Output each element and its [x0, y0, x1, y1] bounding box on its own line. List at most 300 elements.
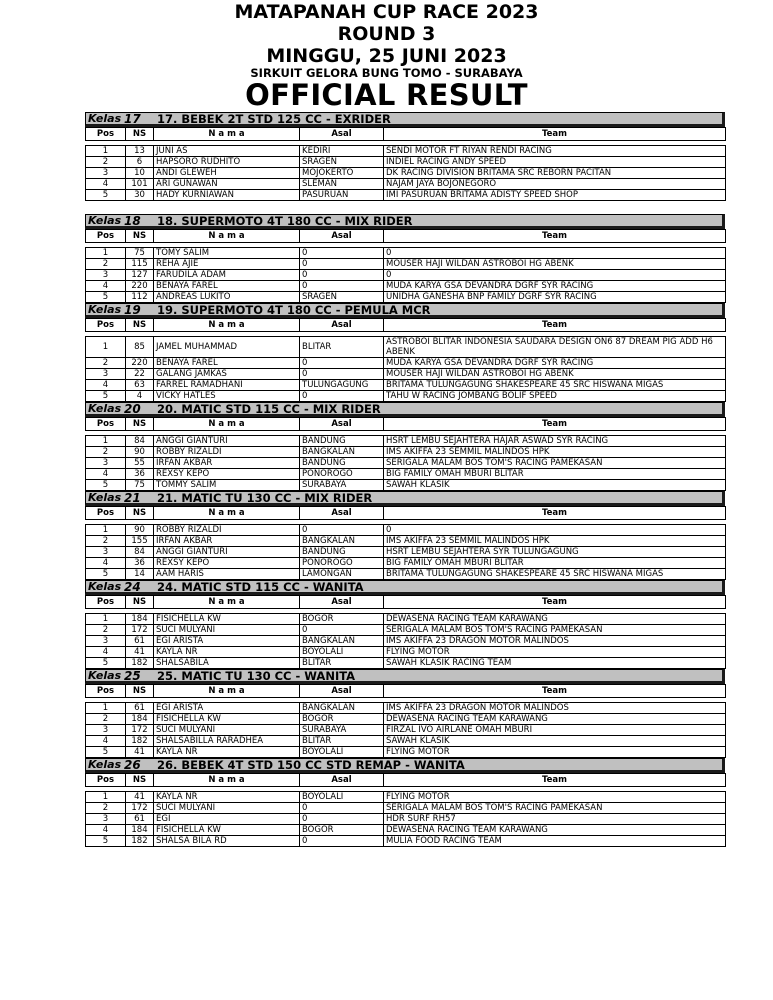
kelas-label: Kelas — [88, 758, 122, 771]
table-row — [86, 168, 726, 179]
team-cell: SERIGALA MALAM BOS TOM'S RACING PAMEKASAN — [384, 803, 726, 814]
name-cell: ANDREAS LUKITO — [154, 292, 300, 303]
ns-cell: 63 — [126, 380, 154, 391]
origin-cell: BANGKALAN — [300, 447, 384, 458]
class-number: 24 — [124, 580, 141, 594]
venue: SIRKUIT GELORA BUNG TOMO - SURABAYA — [250, 66, 523, 80]
ns-cell: 14 — [126, 569, 154, 580]
team-cell: IMI PASURUAN BRITAMA ADISTY SPEED SHOP — [384, 190, 726, 201]
class-number: 25 — [124, 669, 141, 683]
pos-cell: 2 — [86, 358, 126, 369]
team-cell: HSRT LEMBU SEJAHTERA SYR TULUNGAGUNG — [384, 547, 726, 558]
pos-cell: 2 — [86, 157, 126, 168]
pos-cell: 4 — [86, 380, 126, 391]
team-cell: IMS AKIFFA 23 DRAGON MOTOR MALINDOS — [384, 636, 726, 647]
team-cell: MUDA KARYA GSA DEVANDRA DGRF SYR RACING — [384, 358, 726, 369]
name-cell: HADY KURNIAWAN — [154, 190, 300, 201]
origin-cell: MOJOKERTO — [300, 168, 384, 179]
table-row — [86, 558, 726, 569]
pos-cell: 3 — [86, 369, 126, 380]
team-cell: DEWASENA RACING TEAM KARAWANG — [384, 714, 726, 725]
pos-cell: 1 — [86, 248, 126, 259]
team-cell: HSRT LEMBU SEJAHTERA HAJAR ASWAD SYR RACING — [384, 436, 726, 447]
origin-cell: 0 — [300, 281, 384, 292]
name-cell: ANGGI GIANTURI — [154, 436, 300, 447]
table-row — [86, 337, 726, 358]
table-row — [86, 658, 726, 669]
origin-cell: 0 — [300, 391, 384, 402]
name-cell: FISICHELLA KW — [154, 825, 300, 836]
ns-cell: 84 — [126, 436, 154, 447]
pos-cell: 5 — [86, 190, 126, 201]
ns-cell: 22 — [126, 369, 154, 380]
ns-cell: 90 — [126, 447, 154, 458]
pos-cell: 3 — [86, 270, 126, 281]
team-cell: SERIGALA MALAM BOS TOM'S RACING PAMEKASAN — [384, 625, 726, 636]
team-cell: BRITAMA TULUNGAGUNG SHAKESPEARE 45 SRC HISWANA MIGAS — [384, 569, 726, 580]
name-cell: SUCI MULYANI — [154, 803, 300, 814]
origin-cell: SRAGEN — [300, 292, 384, 303]
origin-cell: BANDUNG — [300, 547, 384, 558]
name-cell: FARUDILA ADAM — [154, 270, 300, 281]
name-cell: KAYLA NR — [154, 747, 300, 758]
column-header-nama: N a m a — [154, 418, 300, 431]
table-header-row — [86, 319, 726, 332]
pos-cell: 1 — [86, 146, 126, 157]
column-header-pos: Pos — [86, 319, 126, 332]
pos-cell: 3 — [86, 636, 126, 647]
name-cell: GALANG JAMKAS — [154, 369, 300, 380]
ns-cell: 36 — [126, 558, 154, 569]
team-cell: FLYING MOTOR — [384, 747, 726, 758]
table-row — [86, 380, 726, 391]
ns-cell: 41 — [126, 647, 154, 658]
pos-cell: 5 — [86, 391, 126, 402]
ns-cell: 184 — [126, 614, 154, 625]
column-header-team: Team — [384, 596, 726, 609]
name-cell: SHALSABILLA RARADHEA — [154, 736, 300, 747]
column-header-nama: N a m a — [154, 685, 300, 698]
table-row — [86, 803, 726, 814]
ns-cell: 184 — [126, 714, 154, 725]
table-row — [86, 525, 726, 536]
column-header-pos: Pos — [86, 418, 126, 431]
column-header-ns: NS — [126, 685, 154, 698]
name-cell: EGI ARISTA — [154, 703, 300, 714]
ns-cell: 182 — [126, 736, 154, 747]
name-cell: FISICHELLA KW — [154, 614, 300, 625]
class-header — [85, 580, 725, 595]
name-cell: FISICHELLA KW — [154, 714, 300, 725]
team-cell: FIRZAL IVO AIRLANE OMAH MBURI — [384, 725, 726, 736]
pos-cell: 5 — [86, 569, 126, 580]
team-cell: IMS AKIFFA 23 SEMMIL MALINDOS HPK — [384, 536, 726, 547]
table-row — [86, 480, 726, 491]
origin-cell: BANDUNG — [300, 458, 384, 469]
pos-cell: 2 — [86, 625, 126, 636]
team-cell: TAHU W RACING JOMBANG BOLIF SPEED — [384, 391, 726, 402]
column-header-ns: NS — [126, 230, 154, 243]
name-cell: REHA AJIE — [154, 259, 300, 270]
column-header-pos: Pos — [86, 596, 126, 609]
origin-cell: 0 — [300, 248, 384, 259]
pos-cell: 1 — [86, 436, 126, 447]
name-cell: BENAYA FAREL — [154, 358, 300, 369]
kelas-label: Kelas — [88, 491, 122, 504]
table-header-row — [86, 685, 726, 698]
origin-cell: PONOROGO — [300, 469, 384, 480]
table-row — [86, 569, 726, 580]
column-header-pos: Pos — [86, 230, 126, 243]
name-cell: ARI GUNAWAN — [154, 179, 300, 190]
class-section — [85, 214, 725, 303]
results-table — [85, 773, 726, 847]
origin-cell: BOGOR — [300, 714, 384, 725]
class-section — [85, 669, 725, 758]
origin-cell: 0 — [300, 803, 384, 814]
class-number: 18 — [124, 214, 141, 228]
ns-cell: 127 — [126, 270, 154, 281]
column-header-ns: NS — [126, 596, 154, 609]
pos-cell: 4 — [86, 558, 126, 569]
column-header-pos: Pos — [86, 685, 126, 698]
origin-cell: KEDIRI — [300, 146, 384, 157]
table-row — [86, 814, 726, 825]
origin-cell: BANGKALAN — [300, 636, 384, 647]
table-row — [86, 625, 726, 636]
origin-cell: PONOROGO — [300, 558, 384, 569]
table-row — [86, 792, 726, 803]
name-cell: AAM HARIS — [154, 569, 300, 580]
class-title: 17. BEBEK 2T STD 125 CC - EXRIDER — [157, 112, 391, 126]
class-header — [85, 402, 725, 417]
column-header-asal: Asal — [300, 685, 384, 698]
table-row — [86, 146, 726, 157]
team-cell: NAJAM JAYA BOJONEGORO — [384, 179, 726, 190]
ns-cell: 36 — [126, 469, 154, 480]
table-row — [86, 391, 726, 402]
table-row — [86, 547, 726, 558]
ns-cell: 61 — [126, 703, 154, 714]
column-header-nama: N a m a — [154, 319, 300, 332]
ns-cell: 55 — [126, 458, 154, 469]
ns-cell: 61 — [126, 814, 154, 825]
pos-cell: 2 — [86, 536, 126, 547]
name-cell: KAYLA NR — [154, 647, 300, 658]
class-section — [85, 580, 725, 669]
name-cell: BENAYA FAREL — [154, 281, 300, 292]
pos-cell: 5 — [86, 480, 126, 491]
table-row — [86, 725, 726, 736]
ns-cell: 182 — [126, 836, 154, 847]
column-header-asal: Asal — [300, 128, 384, 141]
origin-cell: 0 — [300, 369, 384, 380]
column-header-nama: N a m a — [154, 596, 300, 609]
origin-cell: BOYOLALI — [300, 647, 384, 658]
column-header-asal: Asal — [300, 230, 384, 243]
class-title: 24. MATIC STD 115 CC - WANITA — [157, 580, 364, 594]
ns-cell: 172 — [126, 803, 154, 814]
pos-cell: 4 — [86, 469, 126, 480]
team-cell: UNIDHA GANESHA BNP FAMILY DGRF SYR RACING — [384, 292, 726, 303]
class-section — [85, 112, 725, 201]
results-table — [85, 229, 726, 303]
column-header-ns: NS — [126, 507, 154, 520]
team-cell: BIG FAMILY OMAH MBURI BLITAR — [384, 558, 726, 569]
class-header — [85, 214, 725, 229]
origin-cell: BLITAR — [300, 337, 384, 358]
column-header-ns: NS — [126, 418, 154, 431]
team-cell: SENDI MOTOR FT RIYAN RENDI RACING — [384, 146, 726, 157]
table-row — [86, 447, 726, 458]
class-header — [85, 669, 725, 684]
class-title: 20. MATIC STD 115 CC - MIX RIDER — [157, 402, 381, 416]
team-cell: MUDA KARYA GSA DEVANDRA DGRF SYR RACING — [384, 281, 726, 292]
table-row — [86, 270, 726, 281]
table-row — [86, 458, 726, 469]
column-header-pos: Pos — [86, 774, 126, 787]
table-row — [86, 736, 726, 747]
name-cell: EGI ARISTA — [154, 636, 300, 647]
name-cell: VICKY HATLES — [154, 391, 300, 402]
column-header-team: Team — [384, 319, 726, 332]
class-section — [85, 402, 725, 491]
origin-cell: 0 — [300, 259, 384, 270]
origin-cell: 0 — [300, 270, 384, 281]
team-cell: BRITAMA TULUNGAGUNG SHAKESPEARE 45 SRC HISWANA MIGAS — [384, 380, 726, 391]
origin-cell: BOYOLALI — [300, 792, 384, 803]
origin-cell: 0 — [300, 525, 384, 536]
name-cell: IRFAN AKBAR — [154, 536, 300, 547]
name-cell: FARREL RAMADHANI — [154, 380, 300, 391]
table-row — [86, 369, 726, 380]
origin-cell: BANDUNG — [300, 436, 384, 447]
origin-cell: SRAGEN — [300, 157, 384, 168]
ns-cell: 112 — [126, 292, 154, 303]
column-header-team: Team — [384, 507, 726, 520]
origin-cell: BOGOR — [300, 825, 384, 836]
table-header-row — [86, 128, 726, 141]
name-cell: TOMY SALIM — [154, 248, 300, 259]
results-table — [85, 318, 726, 402]
team-cell: SAWAH KLASIK — [384, 736, 726, 747]
pos-cell: 2 — [86, 259, 126, 270]
team-cell: SAWAH KLASIK RACING TEAM — [384, 658, 726, 669]
pos-cell: 4 — [86, 736, 126, 747]
origin-cell: 0 — [300, 814, 384, 825]
name-cell: ROBBY RIZALDI — [154, 447, 300, 458]
event-date: MINGGU, 25 JUNI 2023 — [266, 45, 507, 67]
name-cell: JAMEL MUHAMMAD — [154, 337, 300, 358]
pos-cell: 5 — [86, 747, 126, 758]
class-number: 21 — [124, 491, 141, 505]
pos-cell: 2 — [86, 447, 126, 458]
ns-cell: 184 — [126, 825, 154, 836]
origin-cell: PASURUAN — [300, 190, 384, 201]
kelas-label: Kelas — [88, 214, 122, 227]
team-cell: SERIGALA MALAM BOS TOM'S RACING PAMEKASAN — [384, 458, 726, 469]
kelas-label: Kelas — [88, 112, 122, 125]
team-cell: DEWASENA RACING TEAM KARAWANG — [384, 825, 726, 836]
name-cell: REXSY KEPO — [154, 558, 300, 569]
document-title: OFFICIAL RESULT — [245, 78, 528, 112]
ns-cell: 220 — [126, 358, 154, 369]
column-header-nama: N a m a — [154, 774, 300, 787]
table-row — [86, 714, 726, 725]
kelas-label: Kelas — [88, 402, 122, 415]
table-row — [86, 747, 726, 758]
team-cell: MOUSER HAJI WILDAN ASTROBOI HG ABENK — [384, 259, 726, 270]
table-row — [86, 259, 726, 270]
origin-cell: SURABAYA — [300, 480, 384, 491]
class-header — [85, 758, 725, 773]
ns-cell: 41 — [126, 792, 154, 803]
column-header-team: Team — [384, 774, 726, 787]
pos-cell: 1 — [86, 703, 126, 714]
column-header-asal: Asal — [300, 774, 384, 787]
ns-cell: 61 — [126, 636, 154, 647]
table-header-row — [86, 774, 726, 787]
table-row — [86, 190, 726, 201]
column-header-nama: N a m a — [154, 507, 300, 520]
pos-cell: 1 — [86, 525, 126, 536]
team-cell: BIG FAMILY OMAH MBURI BLITAR — [384, 469, 726, 480]
kelas-label: Kelas — [88, 669, 122, 682]
table-row — [86, 469, 726, 480]
ns-cell: 30 — [126, 190, 154, 201]
name-cell: SUCI MULYANI — [154, 725, 300, 736]
ns-cell: 101 — [126, 179, 154, 190]
class-number: 20 — [124, 402, 141, 416]
class-number: 19 — [124, 303, 141, 317]
origin-cell: BLITAR — [300, 658, 384, 669]
results-container — [85, 112, 725, 847]
table-header-row — [86, 418, 726, 431]
name-cell: ANDI GLEWEH — [154, 168, 300, 179]
table-header-row — [86, 507, 726, 520]
origin-cell: BOYOLALI — [300, 747, 384, 758]
origin-cell: SLEMAN — [300, 179, 384, 190]
ns-cell: 172 — [126, 725, 154, 736]
column-header-team: Team — [384, 128, 726, 141]
column-header-asal: Asal — [300, 319, 384, 332]
ns-cell: 10 — [126, 168, 154, 179]
round-label: ROUND 3 — [337, 23, 436, 45]
name-cell: SHALSABILA — [154, 658, 300, 669]
ns-cell: 41 — [126, 747, 154, 758]
ns-cell: 115 — [126, 259, 154, 270]
name-cell: IRFAN AKBAR — [154, 458, 300, 469]
results-table — [85, 506, 726, 580]
table-row — [86, 248, 726, 259]
column-header-nama: N a m a — [154, 128, 300, 141]
team-cell: DK RACING DIVISION BRITAMA SRC REBORN PACITAN — [384, 168, 726, 179]
pos-cell: 5 — [86, 292, 126, 303]
ns-cell: 75 — [126, 480, 154, 491]
event-title: MATAPANAH CUP RACE 2023 — [234, 1, 539, 23]
table-row — [86, 436, 726, 447]
name-cell: TOMMY SALIM — [154, 480, 300, 491]
name-cell: HAPSORO RUDHITO — [154, 157, 300, 168]
name-cell: ANGGI GIANTURI — [154, 547, 300, 558]
class-title: 21. MATIC TU 130 CC - MIX RIDER — [157, 491, 373, 505]
table-row — [86, 825, 726, 836]
section-gap — [85, 201, 725, 214]
team-cell: SAWAH KLASIK — [384, 480, 726, 491]
pos-cell: 3 — [86, 458, 126, 469]
class-number: 17 — [124, 112, 141, 126]
class-header — [85, 112, 725, 127]
results-table — [85, 417, 726, 491]
ns-cell: 4 — [126, 391, 154, 402]
name-cell: JUNI AS — [154, 146, 300, 157]
ns-cell: 220 — [126, 281, 154, 292]
results-table — [85, 684, 726, 758]
table-row — [86, 536, 726, 547]
class-title: 25. MATIC TU 130 CC - WANITA — [157, 669, 356, 683]
column-header-team: Team — [384, 418, 726, 431]
column-header-pos: Pos — [86, 507, 126, 520]
ns-cell: 6 — [126, 157, 154, 168]
name-cell: SHALSA BILA RD — [154, 836, 300, 847]
pos-cell: 2 — [86, 803, 126, 814]
table-row — [86, 157, 726, 168]
class-title: 18. SUPERMOTO 4T 180 CC - MIX RIDER — [157, 214, 413, 228]
table-row — [86, 614, 726, 625]
ns-cell: 90 — [126, 525, 154, 536]
pos-cell: 4 — [86, 179, 126, 190]
class-section — [85, 491, 725, 580]
pos-cell: 3 — [86, 814, 126, 825]
team-cell: 0 — [384, 525, 726, 536]
team-cell: MULIA FOOD RACING TEAM — [384, 836, 726, 847]
column-header-nama: N a m a — [154, 230, 300, 243]
ns-cell: 84 — [126, 547, 154, 558]
origin-cell: 0 — [300, 358, 384, 369]
pos-cell: 1 — [86, 337, 126, 358]
pos-cell: 3 — [86, 168, 126, 179]
pos-cell: 3 — [86, 725, 126, 736]
team-cell: 0 — [384, 270, 726, 281]
ns-cell: 75 — [126, 248, 154, 259]
ns-cell: 172 — [126, 625, 154, 636]
ns-cell: 182 — [126, 658, 154, 669]
pos-cell: 4 — [86, 281, 126, 292]
column-header-asal: Asal — [300, 507, 384, 520]
kelas-label: Kelas — [88, 580, 122, 593]
table-row — [86, 281, 726, 292]
name-cell: ROBBY RIZALDI — [154, 525, 300, 536]
pos-cell: 5 — [86, 836, 126, 847]
pos-cell: 2 — [86, 714, 126, 725]
pos-cell: 1 — [86, 792, 126, 803]
origin-cell: 0 — [300, 836, 384, 847]
class-header — [85, 491, 725, 506]
pos-cell: 1 — [86, 614, 126, 625]
ns-cell: 13 — [126, 146, 154, 157]
column-header-ns: NS — [126, 319, 154, 332]
table-header-row — [86, 230, 726, 243]
origin-cell: BANGKALAN — [300, 536, 384, 547]
table-row — [86, 636, 726, 647]
results-table — [85, 595, 726, 669]
ns-cell: 155 — [126, 536, 154, 547]
column-header-ns: NS — [126, 128, 154, 141]
class-section — [85, 758, 725, 847]
team-cell: HDR SURF RH57 — [384, 814, 726, 825]
origin-cell: BLITAR — [300, 736, 384, 747]
table-row — [86, 836, 726, 847]
